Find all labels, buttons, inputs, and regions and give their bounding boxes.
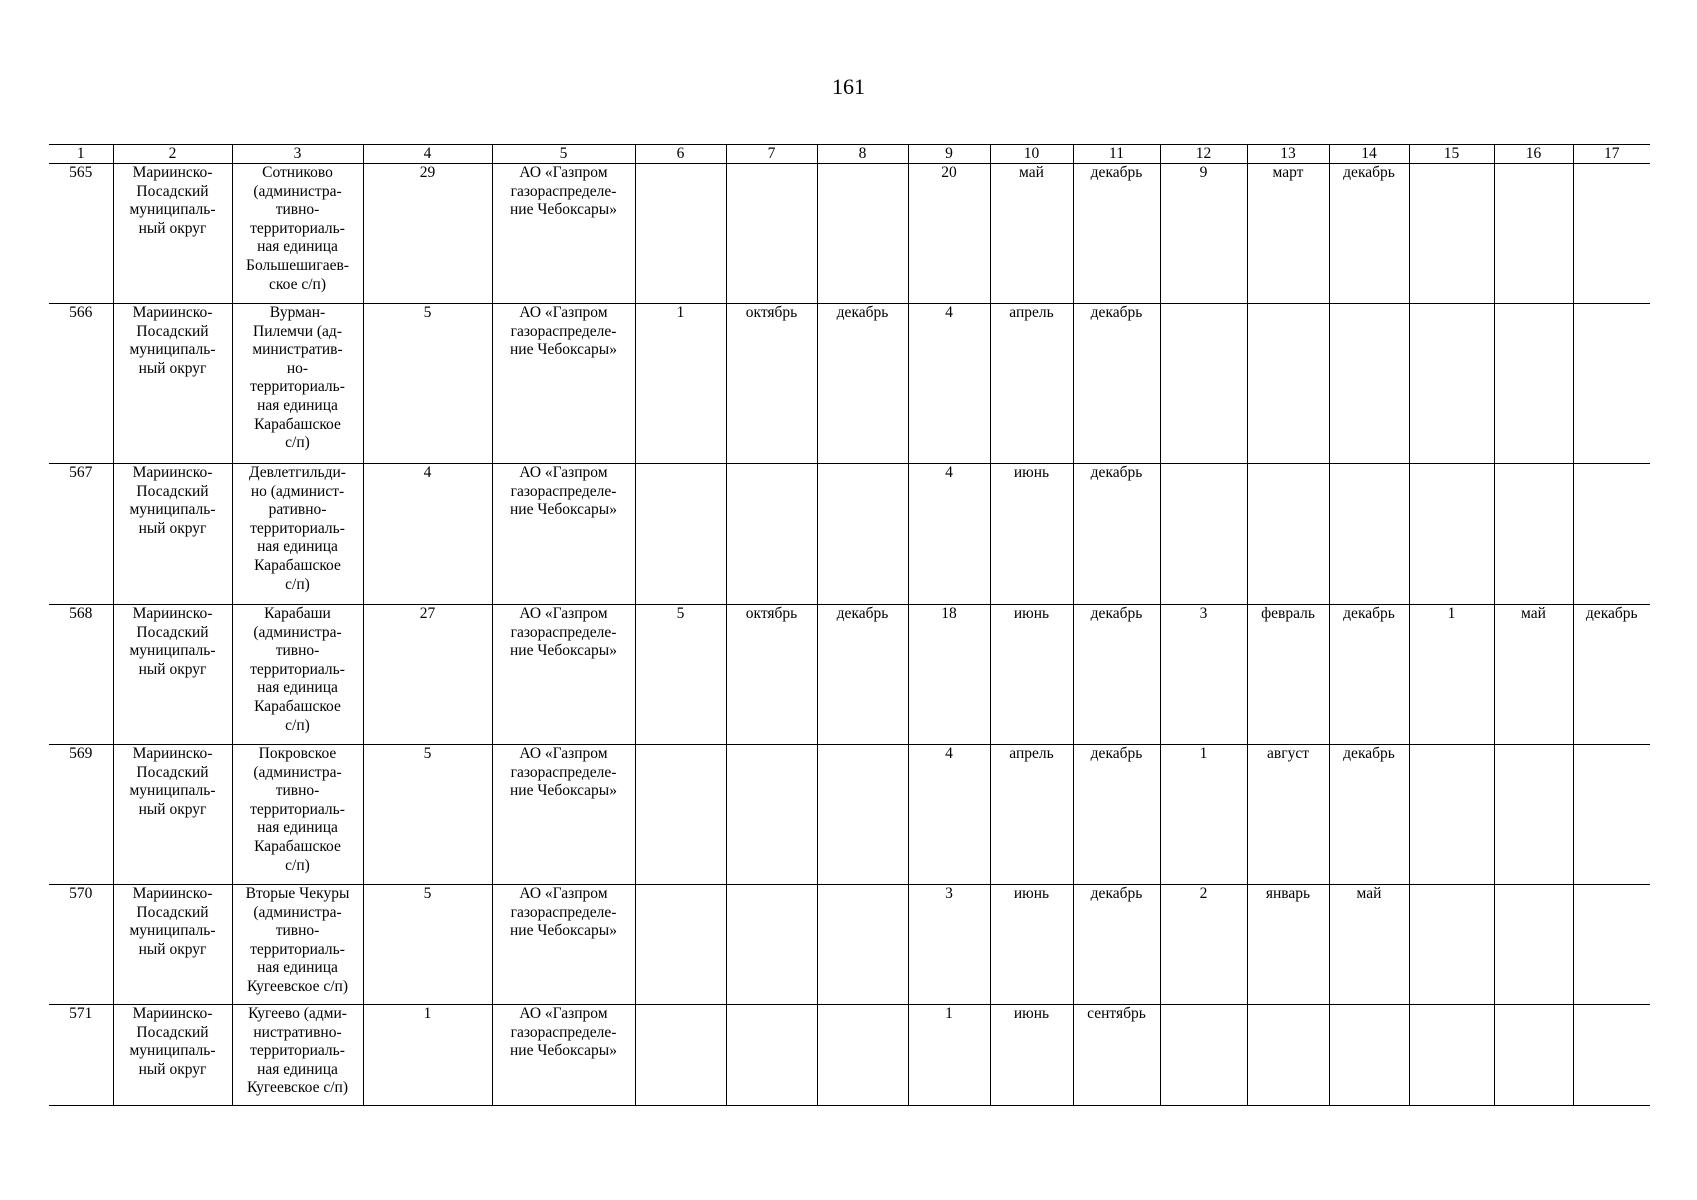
table-cell-col-2: Мариинско- Посадский муниципаль- ный округ — [113, 1005, 232, 1106]
table-cell-col-5: АО «Газпром газораспределе- ние Чебоксары» — [492, 605, 635, 745]
table-cell-col-2: Мариинско- Посадский муниципаль- ный округ — [113, 885, 232, 1005]
table-cell-col-1: 566 — [49, 304, 113, 464]
table-cell-col-14 — [1329, 464, 1409, 605]
table-cell-col-3: Карабаши (администра- тивно- территориаль- ная единица Карабашское с/п) — [232, 605, 363, 745]
table-cell-col-8 — [817, 1005, 908, 1106]
table-cell-col-16: май — [1494, 605, 1573, 745]
table-cell-col-7 — [726, 745, 817, 885]
table-cell-col-1: 567 — [49, 464, 113, 605]
table-cell-col-6: 1 — [635, 304, 726, 464]
column-header-11: 11 — [1073, 145, 1160, 164]
table-cell-col-13 — [1247, 304, 1329, 464]
table-cell-col-11: декабрь — [1073, 304, 1160, 464]
table-cell-col-17 — [1573, 164, 1650, 304]
table-cell-col-6 — [635, 164, 726, 304]
column-header-14: 14 — [1329, 145, 1409, 164]
table-cell-col-13 — [1247, 1005, 1329, 1106]
table-cell-col-5: АО «Газпром газораспределе- ние Чебоксары» — [492, 464, 635, 605]
table-cell-col-8 — [817, 464, 908, 605]
column-header-2: 2 — [113, 145, 232, 164]
table-cell-col-9: 18 — [908, 605, 990, 745]
table-cell-col-16 — [1494, 1005, 1573, 1106]
table-cell-col-16 — [1494, 885, 1573, 1005]
table-cell-col-8: декабрь — [817, 304, 908, 464]
table-cell-col-13: февраль — [1247, 605, 1329, 745]
table-cell-col-9: 1 — [908, 1005, 990, 1106]
table-cell-col-14 — [1329, 1005, 1409, 1106]
table-cell-col-17 — [1573, 885, 1650, 1005]
column-header-9: 9 — [908, 145, 990, 164]
table-cell-col-7 — [726, 885, 817, 1005]
table-cell-col-10: июнь — [990, 605, 1073, 745]
table-cell-col-7 — [726, 1005, 817, 1106]
table-row — [49, 745, 1650, 885]
table-cell-col-5: АО «Газпром газораспределе- ние Чебоксары» — [492, 745, 635, 885]
table-cell-col-14: май — [1329, 885, 1409, 1005]
table-cell-col-15 — [1409, 745, 1494, 885]
table-cell-col-10: июнь — [990, 464, 1073, 605]
table-cell-col-5: АО «Газпром газораспределе- ние Чебоксары» — [492, 164, 635, 304]
table-cell-col-6 — [635, 885, 726, 1005]
table-cell-col-10: апрель — [990, 745, 1073, 885]
table-cell-col-10: апрель — [990, 304, 1073, 464]
table-cell-col-12: 3 — [1160, 605, 1247, 745]
table-cell-col-17 — [1573, 464, 1650, 605]
column-header-13: 13 — [1247, 145, 1329, 164]
table-cell-col-5: АО «Газпром газораспределе- ние Чебоксары» — [492, 885, 635, 1005]
table-row — [49, 605, 1650, 745]
table-row — [49, 1005, 1650, 1106]
table-cell-col-8 — [817, 164, 908, 304]
table-cell-col-13 — [1247, 464, 1329, 605]
table-cell-col-9: 3 — [908, 885, 990, 1005]
table-cell-col-4: 27 — [363, 605, 492, 745]
table-row — [49, 164, 1650, 304]
table-cell-col-12 — [1160, 304, 1247, 464]
table-cell-col-17 — [1573, 304, 1650, 464]
table-cell-col-17 — [1573, 745, 1650, 885]
table-cell-col-10: июнь — [990, 1005, 1073, 1106]
column-header-1: 1 — [49, 145, 113, 164]
table-cell-col-11: декабрь — [1073, 605, 1160, 745]
table-cell-col-6 — [635, 464, 726, 605]
table-row — [49, 464, 1650, 605]
column-header-12: 12 — [1160, 145, 1247, 164]
table-cell-col-10: июнь — [990, 885, 1073, 1005]
table-cell-col-7: октябрь — [726, 605, 817, 745]
table-cell-col-8: декабрь — [817, 605, 908, 745]
table-cell-col-3: Вторые Чекуры (администра- тивно- территориаль- ная единица Кугеевское с/п) — [232, 885, 363, 1005]
table-cell-col-3: Сотниково (администра- тивно- территориаль- ная единица Большешигаев- ское с/п) — [232, 164, 363, 304]
column-header-7: 7 — [726, 145, 817, 164]
table-cell-col-6 — [635, 1005, 726, 1106]
header-row — [49, 145, 1650, 164]
table-cell-col-1: 568 — [49, 605, 113, 745]
table-cell-col-5: АО «Газпром газораспределе- ние Чебоксары» — [492, 304, 635, 464]
table-row — [49, 885, 1650, 1005]
table-cell-col-9: 4 — [908, 464, 990, 605]
table-cell-col-8 — [817, 885, 908, 1005]
table-cell-col-11: декабрь — [1073, 464, 1160, 605]
table-cell-col-7: октябрь — [726, 304, 817, 464]
table-cell-col-1: 569 — [49, 745, 113, 885]
table-cell-col-12 — [1160, 464, 1247, 605]
table-cell-col-15 — [1409, 464, 1494, 605]
table-cell-col-4: 4 — [363, 464, 492, 605]
table-cell-col-1: 570 — [49, 885, 113, 1005]
column-header-16: 16 — [1494, 145, 1573, 164]
table-cell-col-4: 5 — [363, 885, 492, 1005]
table-cell-col-6: 5 — [635, 605, 726, 745]
table-cell-col-13: август — [1247, 745, 1329, 885]
table-cell-col-11: декабрь — [1073, 164, 1160, 304]
table-cell-col-11: декабрь — [1073, 885, 1160, 1005]
table-cell-col-2: Мариинско- Посадский муниципаль- ный округ — [113, 464, 232, 605]
table-cell-col-12: 1 — [1160, 745, 1247, 885]
table-cell-col-3: Вурман- Пилемчи (ад- министратив- но- территориаль- ная единица Карабашское с/п) — [232, 304, 363, 464]
table-cell-col-17 — [1573, 1005, 1650, 1106]
table-cell-col-2: Мариинско- Посадский муниципаль- ный округ — [113, 605, 232, 745]
table-cell-col-16 — [1494, 464, 1573, 605]
table-cell-col-1: 565 — [49, 164, 113, 304]
table-row — [49, 304, 1650, 464]
column-header-17: 17 — [1573, 145, 1650, 164]
table-cell-col-17: декабрь — [1573, 605, 1650, 745]
table-cell-col-15 — [1409, 885, 1494, 1005]
table-cell-col-16 — [1494, 164, 1573, 304]
table-cell-col-8 — [817, 745, 908, 885]
table-cell-col-16 — [1494, 304, 1573, 464]
table-cell-col-9: 4 — [908, 745, 990, 885]
table-cell-col-10: май — [990, 164, 1073, 304]
data-table — [49, 144, 1650, 1106]
column-header-15: 15 — [1409, 145, 1494, 164]
table-cell-col-15: 1 — [1409, 605, 1494, 745]
table-cell-col-11: сентябрь — [1073, 1005, 1160, 1106]
column-header-6: 6 — [635, 145, 726, 164]
table-cell-col-3: Кугеево (адми- нистративно- территориаль- ная единица Кугеевское с/п) — [232, 1005, 363, 1106]
table-cell-col-12 — [1160, 1005, 1247, 1106]
page-number: 161 — [832, 74, 865, 99]
table-cell-col-5: АО «Газпром газораспределе- ние Чебоксары» — [492, 1005, 635, 1106]
table-cell-col-16 — [1494, 745, 1573, 885]
table-cell-col-4: 5 — [363, 304, 492, 464]
table-cell-col-14: декабрь — [1329, 164, 1409, 304]
table-cell-col-7 — [726, 164, 817, 304]
table-cell-col-9: 4 — [908, 304, 990, 464]
table-cell-col-12: 9 — [1160, 164, 1247, 304]
table-cell-col-14: декабрь — [1329, 745, 1409, 885]
table-cell-col-9: 20 — [908, 164, 990, 304]
table-cell-col-4: 29 — [363, 164, 492, 304]
column-header-10: 10 — [990, 145, 1073, 164]
table-cell-col-2: Мариинско- Посадский муниципаль- ный округ — [113, 164, 232, 304]
table-cell-col-1: 571 — [49, 1005, 113, 1106]
column-header-4: 4 — [363, 145, 492, 164]
table-cell-col-2: Мариинско- Посадский муниципаль- ный округ — [113, 304, 232, 464]
column-header-5: 5 — [492, 145, 635, 164]
table-cell-col-2: Мариинско- Посадский муниципаль- ный округ — [113, 745, 232, 885]
table-cell-col-6 — [635, 745, 726, 885]
table-cell-col-14 — [1329, 304, 1409, 464]
table-body — [49, 164, 1650, 1106]
column-header-3: 3 — [232, 145, 363, 164]
table-cell-col-3: Девлетгильди- но (админист- ративно- территориаль- ная единица Карабашское с/п) — [232, 464, 363, 605]
table-cell-col-12: 2 — [1160, 885, 1247, 1005]
table-cell-col-14: декабрь — [1329, 605, 1409, 745]
column-header-8: 8 — [817, 145, 908, 164]
table-cell-col-15 — [1409, 164, 1494, 304]
table-cell-col-15 — [1409, 1005, 1494, 1106]
table-cell-col-13: январь — [1247, 885, 1329, 1005]
table-cell-col-3: Покровское (администра- тивно- территориаль- ная единица Карабашское с/п) — [232, 745, 363, 885]
table-cell-col-4: 5 — [363, 745, 492, 885]
table-cell-col-7 — [726, 464, 817, 605]
table-cell-col-11: декабрь — [1073, 745, 1160, 885]
table-cell-col-4: 1 — [363, 1005, 492, 1106]
table-cell-col-13: март — [1247, 164, 1329, 304]
table-cell-col-15 — [1409, 304, 1494, 464]
